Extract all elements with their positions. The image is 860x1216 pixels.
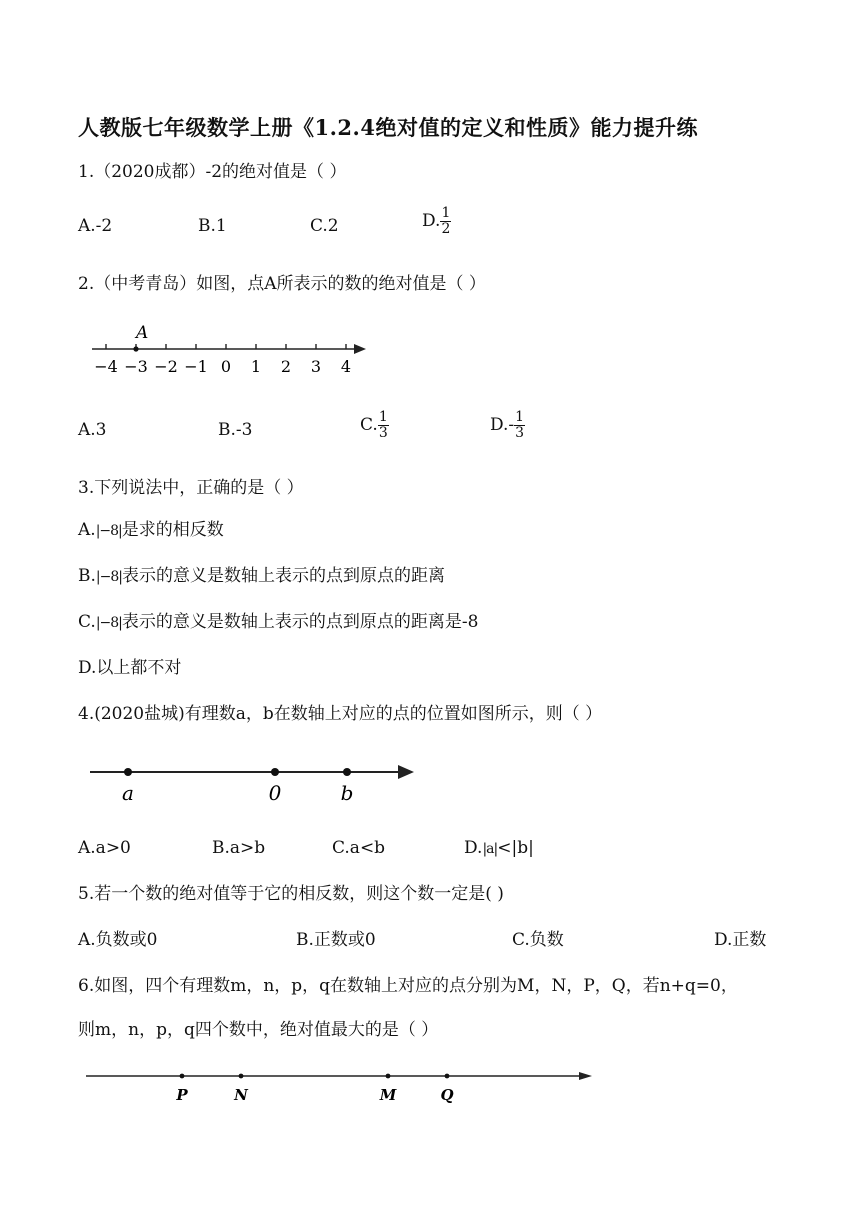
fraction-denominator: 3 [515,425,525,441]
q3-option-a-prefix: A. [78,520,96,540]
q2-point-a [133,346,138,351]
q3-option-c-text: 表示的意义是数轴上表示的点到原点的距离是-8 [121,612,479,632]
q2-tick-label: −2 [154,357,178,376]
q4-option-a: A.a>0 [78,838,131,858]
q6-label-n: N [234,1086,248,1104]
q6-label-m: M [379,1086,397,1104]
q1-option-b: B.1 [198,216,227,236]
q5-option-a: A.负数或0 [78,930,158,950]
q4-point-b [343,768,351,776]
q6-point-n [239,1074,244,1079]
q2-number-line-figure [84,318,374,382]
q2-tick-label: 1 [250,357,262,376]
q6-label-q: Q [440,1086,454,1104]
question-5-stem: 5.若一个数的绝对值等于它的相反数，则这个数一定是( ) [78,884,504,904]
q3-option-b [78,564,445,589]
q6-point-m [386,1074,391,1079]
q4-option-d [464,836,534,861]
fraction-numerator: 1 [378,409,388,425]
page-title: 人教版七年级数学上册《1.2.4绝对值的定义和性质》能力提升练 [78,115,698,140]
q2-option-d [490,410,525,441]
q3-option-b-text: 表示的意义是数轴上表示的点到原点的距离 [121,566,445,586]
q3-option-b-prefix: B. [78,566,96,586]
q2-option-c [360,410,389,441]
q3-option-c-prefix: C. [78,612,96,632]
q3-option-a-text: 是求的相反数 [121,520,224,540]
q3-option-c [78,610,478,635]
abs-b: |b| [511,838,534,858]
q4-label-0: 0 [268,781,282,805]
question-1-stem: 1.（2020成都）-2的绝对值是（ ） [78,162,347,182]
abs-expression: |−8| [95,615,122,631]
question-3-stem: 3.下列说法中，正确的是（ ） [78,478,304,498]
q1-option-d [422,206,451,237]
q2-tick-label: 4 [340,357,352,376]
q6-number-line-figure [82,1060,598,1110]
q4-label-b: b [340,781,354,805]
less-than: < [497,838,512,858]
q4-option-d-prefix: D. [464,838,483,858]
question-4-stem: 4.(2020盐城)有理数a，b在数轴上对应的点的位置如图所示，则（ ） [78,704,603,724]
fraction-numerator: 1 [441,205,451,221]
abs-a: |a| [482,841,498,857]
q2-tick-label: −1 [184,357,208,376]
q4-label-a: a [122,781,134,805]
q3-option-a [78,518,224,543]
q1-option-d-prefix: D. [422,211,441,231]
q4-point-0 [271,768,279,776]
fraction-denominator: 3 [378,425,388,441]
q4-option-c: C.a<b [332,838,386,858]
q2-tick-label: 3 [310,357,322,376]
q2-tick-label: 0 [220,357,232,376]
fraction-denominator: 2 [441,221,451,237]
q2-tick-label: 2 [280,357,292,376]
q4-option-b: B.a>b [212,838,266,858]
q2-option-a: A.3 [78,420,107,440]
q5-option-d: D.正数 [714,930,767,950]
q6-label-p: P [176,1086,188,1104]
abs-expression: |−8| [95,569,122,585]
fraction [514,410,525,441]
q4-number-line-figure [84,742,424,818]
fraction [378,410,389,441]
fraction-numerator: 1 [515,409,525,425]
q2-option-b: B.-3 [218,420,253,440]
q1-option-a: A.-2 [78,216,113,236]
q2-option-c-prefix: C. [360,415,378,435]
fraction [440,206,451,237]
q2-point-label: A [136,323,149,343]
abs-expression: |−8| [95,523,122,539]
q5-option-b: B.正数或0 [296,930,376,950]
q2-tick-label: −4 [94,357,118,376]
q1-option-c: C.2 [310,216,339,236]
question-2-stem: 2.（中考青岛）如图，点A所表示的数的绝对值是（ ） [78,274,486,294]
q4-point-a [124,768,132,776]
q2-tick-label: −3 [124,357,148,376]
q6-point-q [445,1074,450,1079]
q2-option-d-prefix: D.- [490,415,515,435]
question-6-stem-line2: 则m，n，p，q四个数中，绝对值最大的是（ ） [78,1020,439,1040]
question-6-stem-line1: 6.如图，四个有理数m，n，p，q在数轴上对应的点分别为M，N，P，Q，若n+q=0， [78,976,738,996]
q3-option-d: D.以上都不对 [78,658,182,678]
q6-point-p [180,1074,185,1079]
q5-option-c: C.负数 [512,930,564,950]
